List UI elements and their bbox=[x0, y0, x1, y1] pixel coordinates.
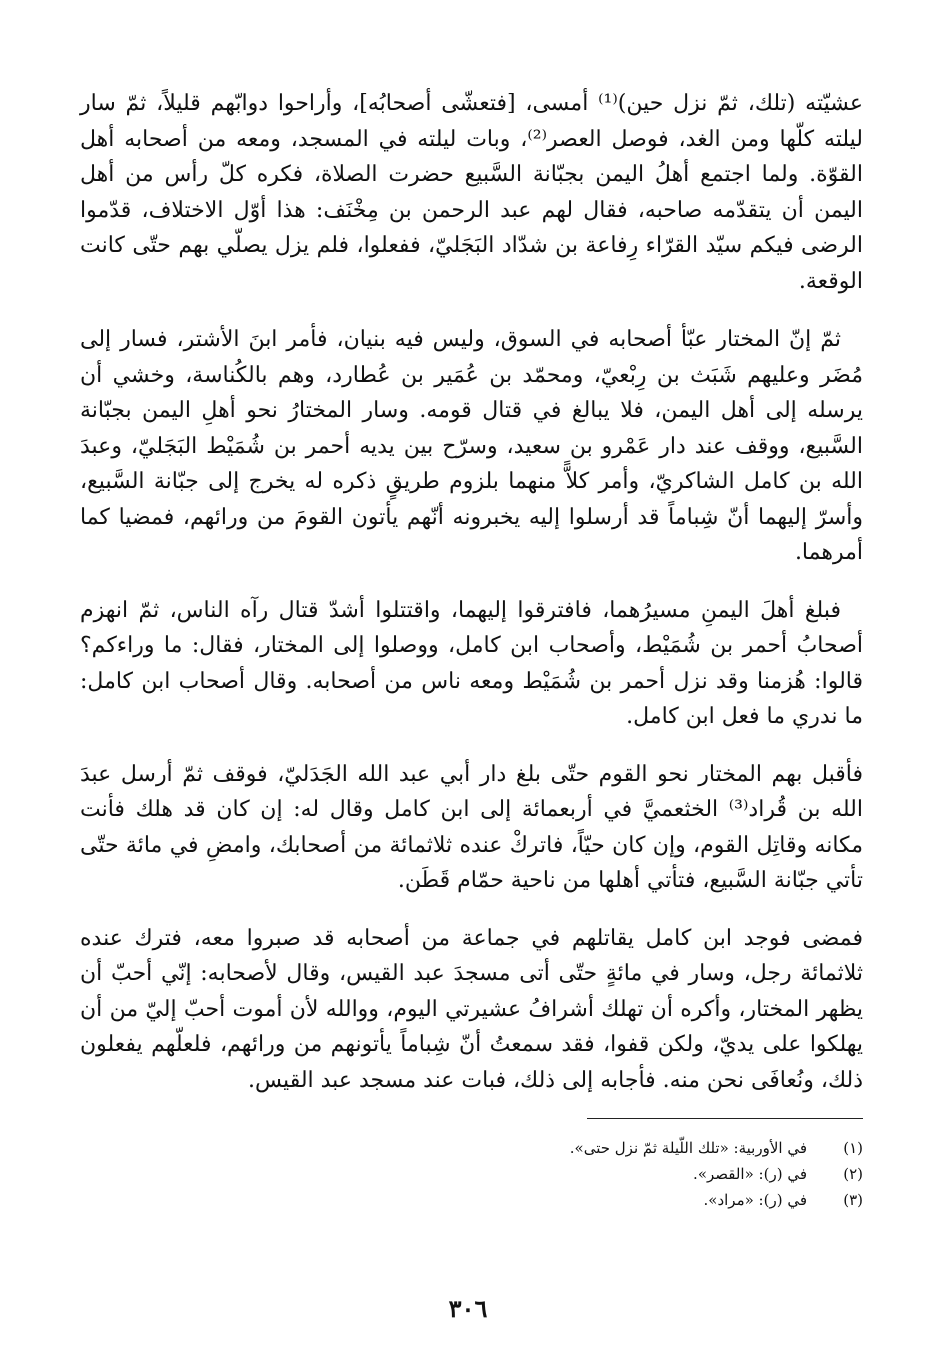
paragraph-4: فأقبل بهم المختار نحو القوم حتّى بلغ دار أبي عبد الله الجَدَليّ، فوقف ثمّ أرسل عبدَ الله بن قُراد⁽³⁾ الخثعميَّ في أربعمائة إلى ابن كامل وقال له: إن كان قد هلك فأنت مكانه وقاتِل القوم، وإن كان حيّاً، فاتركْ عنده ثلاثمائة من أصحابك، وامضِ في مائة حتّى تأتي جبّانة السَّبيع، فتأتي أهلها من ناحية حمّام قَطَن. bbox=[80, 761, 863, 893]
footnote-number: (٣) bbox=[843, 1191, 863, 1209]
page-number: ٣٠٦ bbox=[448, 1294, 488, 1323]
paragraph-2: ثمّ إنّ المختار عبّأ أصحابه في السوق، وليس فيه بنيان، فأمر ابنَ الأشتر، فسار إلى مُضَر وعليهم شَبَث بن رِبْعيّ، ومحمّد بن عُمَير بن عُطارد، وهم بالكُناسة، وخشي أن يرسله إلى أهل اليمن، فلا يبالغ في قتال قومه. وسار المختارُ نحو أهلِ اليمن بجبّانة السَّبيع، ووقف عند دار عَمْرو بن سعيد، وسرّح بين يديه أحمر بن شُمَيْط البَجَليّ، وعبدَ الله بن كامل الشاكريّ، وأمر كلاًّ منهما بلزوم طريقٍ ذكره له يخرج إلى جبّانة السَّبيع، وأسرّ إليهما أنّ شِباماً قد أرسلوا إليه يخبرونه أنّهم يأتون القومَ من ورائهم، فمضيا كما أمرهما. bbox=[80, 327, 863, 565]
paragraph-5: فمضى فوجد ابن كامل يقاتلهم في جماعة من أصحابه قد صبروا معه، فترك عنده ثلاثمائة رجل، وسار في مائةٍ حتّى أتى مسجدَ عبد القيس، وقال لأصحابه: إنّي أحبّ أن يظهر المختار، وأكره أن تهلك أشرافُ عشيرتي اليوم، ووالله لأن أموت أحبّ إليّ من أن يهلكوا على يديّ، ولكن قفوا، فقد سمعتُ أنّ شِباماً يأتونهم من ورائهم، فلعلّهم يفعلون ذلك، ونُعافَى نحن منه. فأجابه إلى ذلك، فبات عند مسجد عبد القيس. bbox=[80, 925, 863, 1093]
paragraph-3: فبلغ أهلَ اليمنِ مسيرُهما، فافترقوا إليهما، واقتتلوا أشدّ قتال رآه الناس، ثمّ انهزم أصحابُ أحمر بن شُمَيْط، وأصحاب ابن كامل، ووصلوا إلى المختار، فقال: ما وراءكم؟ قالوا: هُزمنا وقد نزل أحمر بن شُمَيْط ومعه ناس من أصحابه. وقال أصحاب ابن كامل: ما ندري ما فعل ابن كامل. bbox=[80, 597, 863, 729]
footnote-text: في الأوربية: «تلك اللّيلة ثمّ نزل حتى». bbox=[569, 1139, 807, 1157]
book-page bbox=[80, 86, 863, 1346]
paragraph-1: عشيّته (تلك، ثمّ نزل حين)⁽¹⁾ أمسى، [فتعشّى أصحابُه]، وأراحوا دوابّهم قليلاً، ثمّ سار ليلته كلّها ومن الغد، فوصل العصر⁽²⁾، وبات ليلته في المسجد، ومعه من أصحابه أهل القوّة. ولما اجتمع أهلُ اليمن بجبّانة السَّبيع حضرت الصلاة، فكره كلّ رأس من أهل اليمن أن يتقدّمه صاحبه، فقال لهم عبد الرحمن بن مِخْنَف: هذا أوّل الاختلاف، قدّموا الرضى فيكم سيّد القرّاء رِفاعة بن شدّاد البَجَليّ، ففعلوا، فلم يزل يصلّي بهم حتّى كانت الوقعة. bbox=[80, 91, 863, 294]
footnote-text: في (ر): «القصر». bbox=[693, 1165, 807, 1183]
footnotes bbox=[80, 1135, 863, 1213]
footnote-number: (٢) bbox=[843, 1165, 863, 1183]
footnote-number: (١) bbox=[843, 1139, 863, 1157]
footnote bbox=[80, 1161, 863, 1187]
footnote-text: في (ر): «مراد». bbox=[703, 1191, 807, 1209]
footnote bbox=[80, 1187, 863, 1213]
footnote bbox=[80, 1135, 863, 1161]
footnote-divider bbox=[587, 1118, 863, 1119]
